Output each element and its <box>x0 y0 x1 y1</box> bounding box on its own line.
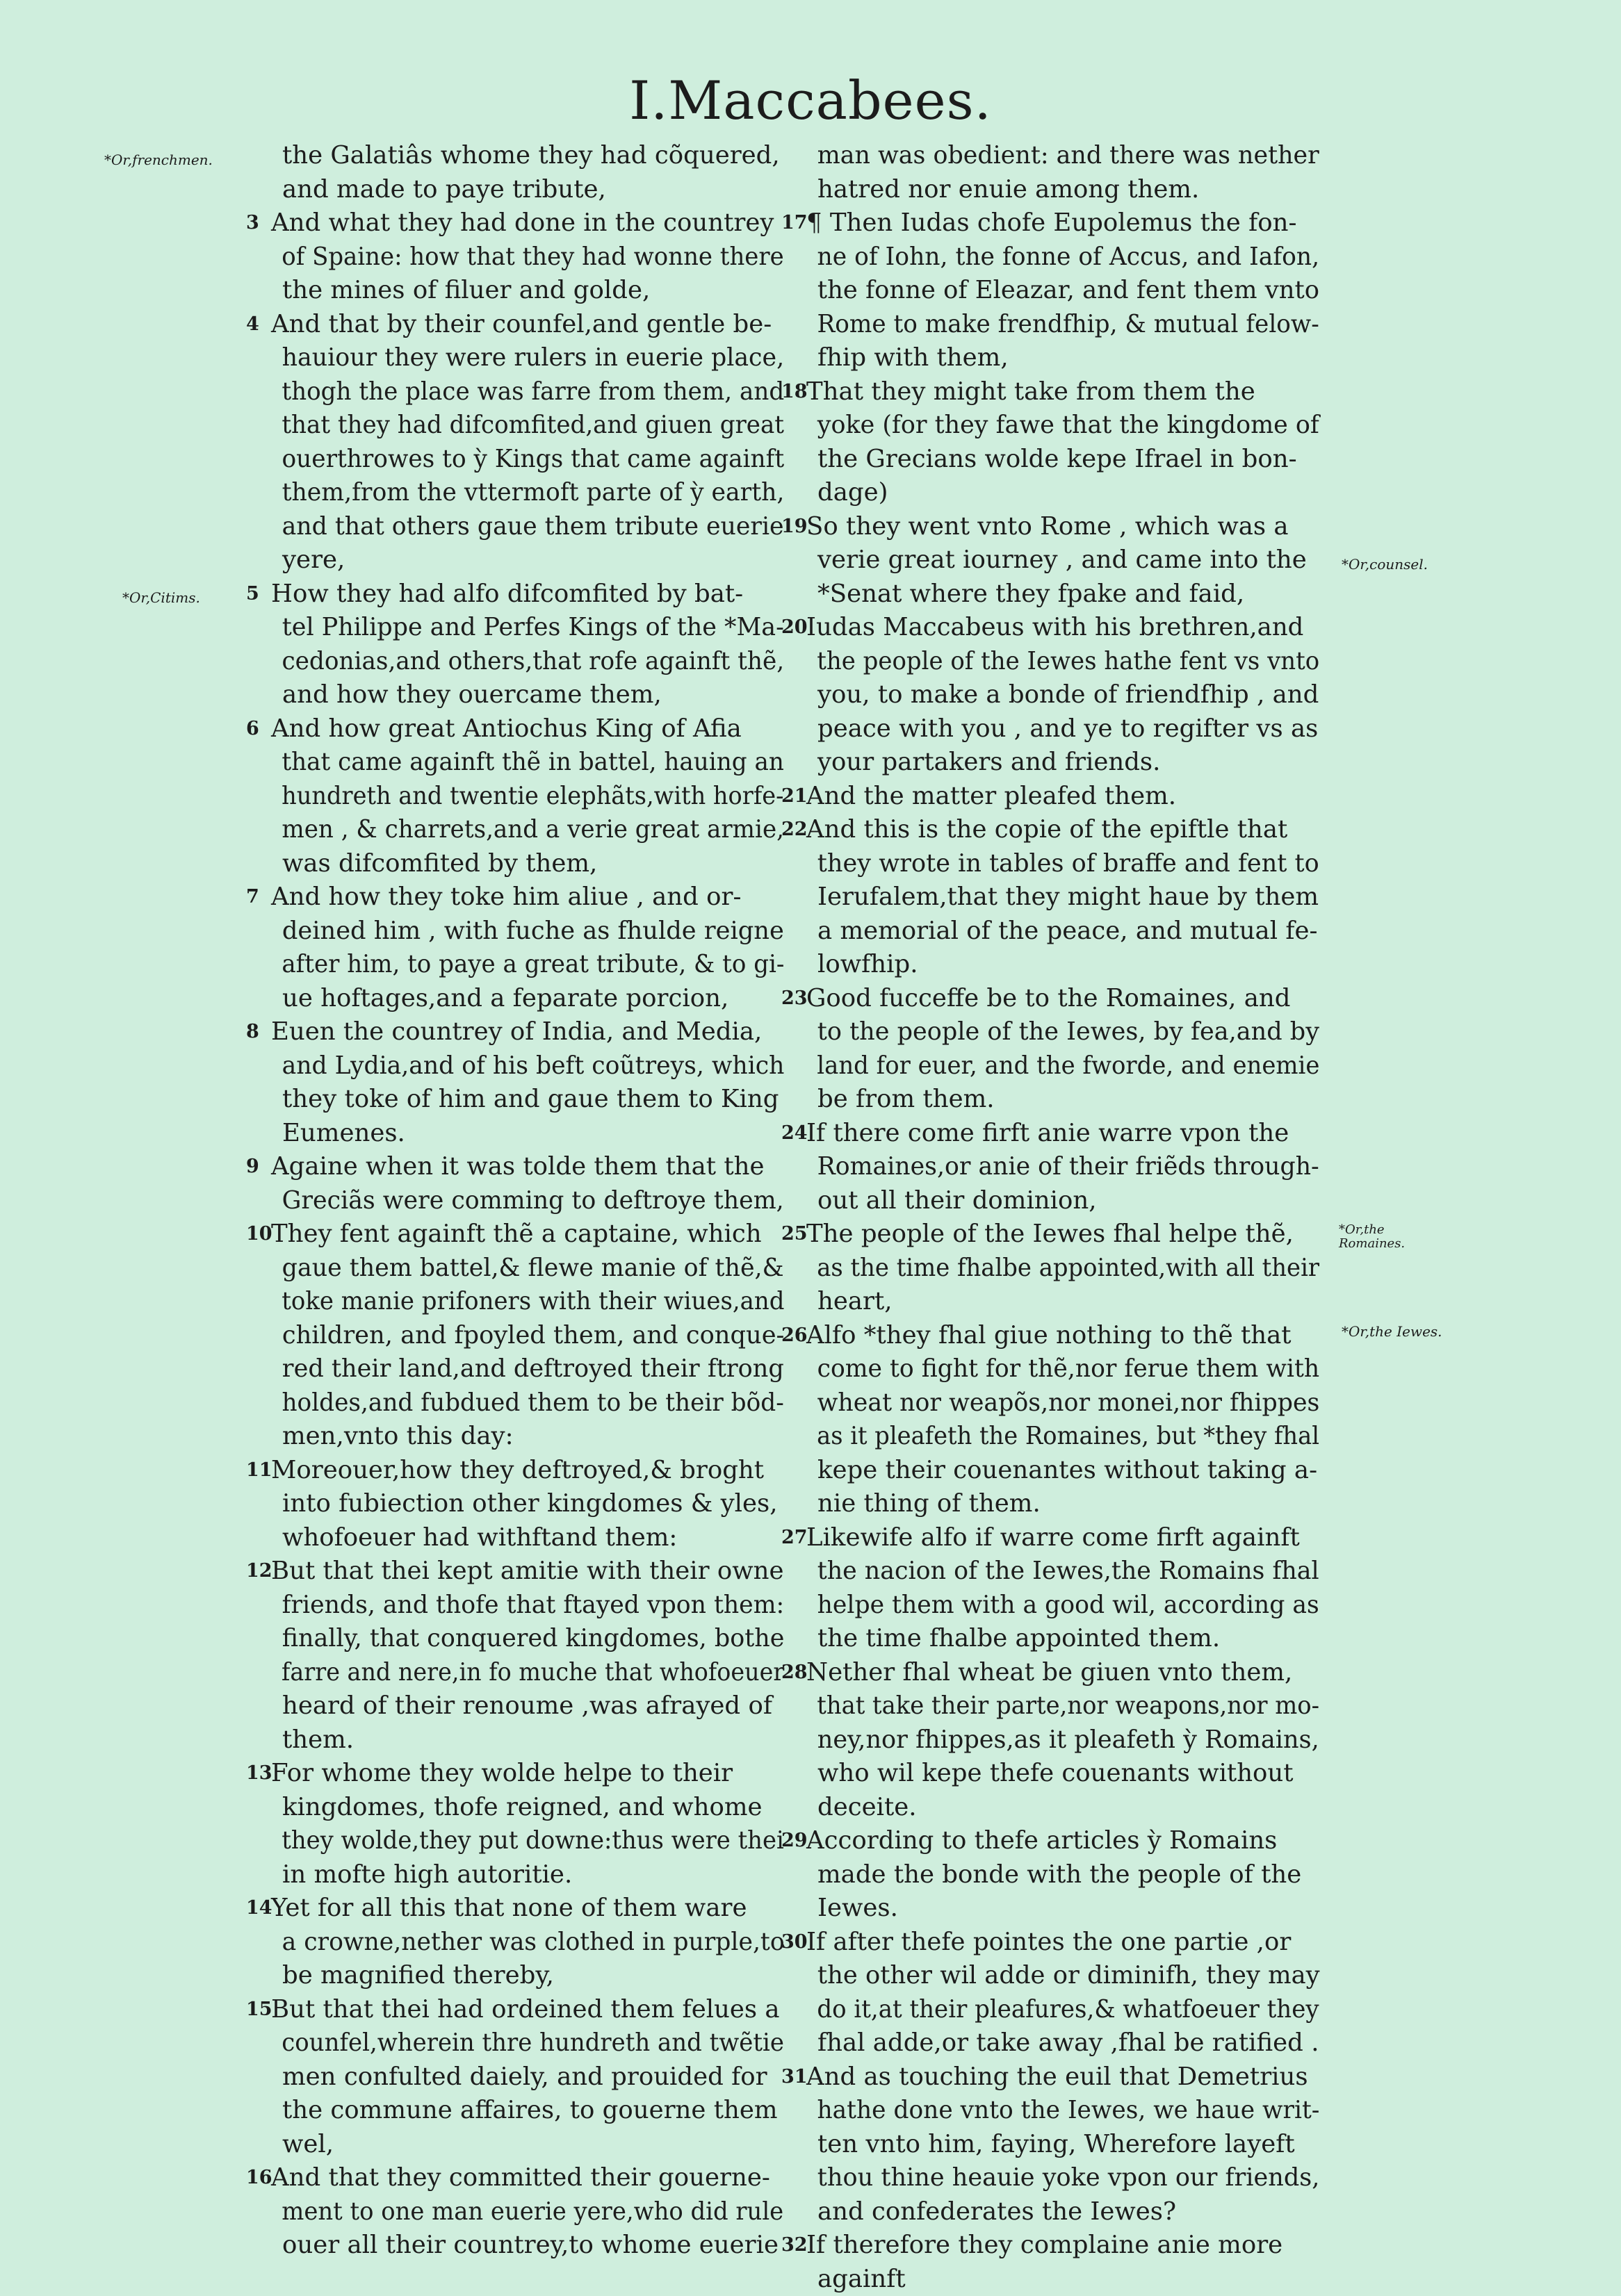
text-line <box>806 1622 1335 1656</box>
line-text: Iewes. <box>806 1892 898 1926</box>
line-text: And that they committed their gouerne- <box>271 2161 770 2195</box>
line-text: the fonne of Eleazar, and fent them vnto <box>806 274 1319 308</box>
line-text: finally, that conquered kingdomes, bothe <box>271 1622 784 1656</box>
text-line <box>806 510 1335 544</box>
text-line <box>806 1454 1335 1488</box>
line-text: that they had difcomfited,and giuen great <box>271 409 784 443</box>
line-text: they wrote in tables of braffe and fent to <box>806 847 1319 881</box>
line-text: ue hoftages,and a feparate porcion, <box>271 982 728 1016</box>
line-text: and confederates the Iewes? <box>806 2195 1176 2229</box>
text-line <box>806 2060 1335 2094</box>
text-line <box>271 308 799 342</box>
text-line <box>806 1656 1335 1690</box>
text-line <box>806 1420 1335 1454</box>
text-line <box>806 543 1335 577</box>
text-line <box>271 915 799 949</box>
text-line <box>806 1689 1335 1723</box>
line-text: land for euer, and the fworde, and enemie <box>806 1049 1319 1083</box>
line-text: the Grecians wolde kepe Ifrael in bon- <box>806 443 1297 477</box>
text-line <box>806 982 1335 1016</box>
line-text: the nacion of the Iewes,the Romains fhal <box>806 1555 1319 1589</box>
text-line <box>271 476 799 510</box>
text-line <box>271 1252 799 1286</box>
line-text: that take their parte,nor weapons,nor mo- <box>806 1689 1319 1723</box>
text-line <box>271 2161 799 2195</box>
text-line <box>806 2263 1335 2296</box>
line-text: was difcomfited by them, <box>271 847 597 881</box>
text-line <box>806 678 1335 712</box>
text-line <box>806 1049 1335 1083</box>
text-line <box>806 240 1335 274</box>
line-text: farre and nere,in fo muche that whofoeuer <box>271 1656 784 1690</box>
right-column <box>806 139 1335 2296</box>
text-line <box>806 746 1335 780</box>
line-text: toke manie prifoners with their wiues,and <box>271 1285 784 1319</box>
text-line <box>271 1049 799 1083</box>
line-text: fhip with them, <box>806 341 1009 375</box>
verse-number: 32 <box>781 2229 805 2263</box>
verse-number: 7 <box>246 880 270 915</box>
line-text: nie thing of them. <box>806 1487 1041 1521</box>
text-line <box>271 173 799 207</box>
text-line <box>271 678 799 712</box>
text-line <box>271 1858 799 1892</box>
verse-number: 15 <box>246 1993 270 2027</box>
line-text: againft <box>806 2263 906 2296</box>
line-text: For whome they wolde helpe to their <box>271 1757 733 1791</box>
line-text: and how they ouercame them, <box>271 678 662 712</box>
line-text: counfel,wherein thre hundreth and twẽtie <box>271 2026 784 2060</box>
text-line <box>271 206 799 240</box>
text-line <box>806 476 1335 510</box>
line-text: Nether fhal wheat be giuen vnto them, <box>806 1656 1292 1690</box>
line-text: Eumenes. <box>271 1117 405 1151</box>
verse-number: 31 <box>781 2060 805 2094</box>
verse-number: 12 <box>246 1555 270 1589</box>
text-line <box>806 1217 1335 1252</box>
text-line <box>806 948 1335 982</box>
marginal-note: *Or,frenchmen. <box>104 151 213 168</box>
text-line <box>271 1926 799 1960</box>
text-line <box>806 2026 1335 2060</box>
line-text: of Spaine: how that they had wonne there <box>271 240 784 274</box>
text-line <box>271 1487 799 1521</box>
verse-number: 14 <box>246 1892 270 1926</box>
line-text: ten vnto him, faying, Wherefore layeft <box>806 2128 1295 2162</box>
text-line <box>806 880 1335 915</box>
line-text: verie great iourney , and came into the <box>806 543 1307 577</box>
line-text: Romaines,or anie of their friẽds through- <box>806 1150 1319 1184</box>
text-line <box>806 1252 1335 1286</box>
line-text: the mines of filuer and golde, <box>271 274 650 308</box>
text-line <box>806 341 1335 375</box>
text-line <box>271 948 799 982</box>
text-line <box>806 173 1335 207</box>
line-text: come to fight for thẽ,nor ferue them with <box>806 1352 1319 1386</box>
text-line <box>806 1117 1335 1151</box>
line-text: who wil kepe thefe couenants without <box>806 1757 1294 1791</box>
text-line <box>271 375 799 409</box>
line-text: be from them. <box>806 1083 995 1117</box>
text-line <box>806 2195 1335 2229</box>
text-line <box>271 1555 799 1589</box>
text-line <box>806 2229 1335 2263</box>
text-line <box>806 206 1335 240</box>
verse-number: 18 <box>781 375 805 409</box>
text-line <box>271 1824 799 1858</box>
line-text: The people of the Iewes fhal helpe thẽ, <box>806 1217 1294 1252</box>
text-line <box>806 2094 1335 2128</box>
line-text: made the bonde with the people of the <box>806 1858 1301 1892</box>
text-line <box>271 1217 799 1252</box>
text-line <box>806 375 1335 409</box>
text-line <box>271 780 799 814</box>
text-line <box>806 409 1335 443</box>
verse-number: 28 <box>781 1656 805 1690</box>
verse-number: 22 <box>781 813 805 847</box>
line-text: And that by their counfel,and gentle be- <box>271 308 772 342</box>
text-line <box>806 1757 1335 1791</box>
line-text: ouerthrowes to ỳ Kings that came againft <box>271 443 784 477</box>
text-line <box>806 1319 1335 1353</box>
line-text: kingdomes, thofe reigned, and whome <box>271 1791 763 1825</box>
text-line <box>271 1723 799 1757</box>
verse-number: 17 <box>781 206 805 240</box>
text-line <box>271 443 799 477</box>
line-text: heard of their renoume ,was afrayed of <box>271 1689 772 1723</box>
text-line <box>271 1656 799 1690</box>
line-text: the time fhalbe appointed them. <box>806 1622 1220 1656</box>
line-text: in mofte high autoritie. <box>271 1858 572 1892</box>
line-text: Likewife alfo if warre come firft againft <box>806 1521 1300 1555</box>
text-line <box>806 274 1335 308</box>
text-line <box>271 1689 799 1723</box>
text-line <box>271 1959 799 1993</box>
text-line <box>271 1117 799 1151</box>
line-text: deined him , with fuche as fhulde reigne <box>271 915 784 949</box>
text-line <box>806 1521 1335 1555</box>
text-line <box>271 274 799 308</box>
line-text: Iudas Maccabeus with his brethren,and <box>806 611 1303 645</box>
line-text: to the people of the Iewes, by fea,and by <box>806 1015 1319 1049</box>
line-text: kepe their couenantes without taking a- <box>806 1454 1317 1488</box>
line-text: ouer all their countrey,to whome euerie <box>271 2229 779 2263</box>
text-line <box>806 1285 1335 1319</box>
line-text: and made to paye tribute, <box>271 173 606 207</box>
line-text: they wolde,they put downe:thus were thei <box>271 1824 784 1858</box>
line-text: helpe them with a good wil, according as <box>806 1589 1319 1623</box>
verse-number: 8 <box>246 1015 270 1049</box>
text-line <box>806 813 1335 847</box>
line-text: holdes,and fubdued them to be their bõd- <box>271 1386 784 1420</box>
text-line <box>271 1083 799 1117</box>
line-text: do it,at their pleafures,& whatfoeuer they <box>806 1993 1319 2027</box>
text-line <box>806 1352 1335 1386</box>
verse-number: 4 <box>246 308 270 342</box>
text-line <box>271 1386 799 1420</box>
text-line <box>806 1555 1335 1589</box>
text-line <box>806 847 1335 881</box>
text-line <box>806 1858 1335 1892</box>
verse-number: 27 <box>781 1521 805 1555</box>
verse-number: 30 <box>781 1926 805 1960</box>
text-line <box>806 1589 1335 1623</box>
verse-number: 16 <box>246 2161 270 2195</box>
line-text: and Lydia,and of his beft coũtreys, which <box>271 1049 784 1083</box>
text-line <box>806 1083 1335 1117</box>
text-line <box>271 1589 799 1623</box>
text-line <box>271 2060 799 2094</box>
text-line <box>271 2128 799 2162</box>
line-text: ney,nor fhippes,as it pleafeth ỳ Romains, <box>806 1723 1319 1757</box>
line-text: Ierufalem,that they might haue by them <box>806 880 1319 915</box>
text-line <box>271 1285 799 1319</box>
text-line <box>806 1015 1335 1049</box>
line-text: them,from the vttermoft parte of ỳ earth, <box>271 476 784 510</box>
line-text: thogh the place was farre from them, and <box>271 375 784 409</box>
line-text: the people of the Iewes hathe fent vs vnto <box>806 645 1319 679</box>
verse-number: 29 <box>781 1824 805 1858</box>
line-text: heart, <box>806 1285 893 1319</box>
line-text: children, and fpoyled them, and conque- <box>271 1319 784 1353</box>
text-line <box>806 645 1335 679</box>
marginal-note: *Or,counsel. <box>1342 556 1428 573</box>
line-text: be magnified thereby, <box>271 1959 554 1993</box>
verse-number: 21 <box>781 780 805 814</box>
text-line <box>271 543 799 577</box>
line-text: But that thei had ordeined them felues a <box>271 1993 780 2027</box>
verse-number: 5 <box>246 577 270 612</box>
text-line <box>806 139 1335 173</box>
line-text: red their land,and deftroyed their ftrong <box>271 1352 784 1386</box>
text-line <box>271 611 799 645</box>
line-text: the commune affaires, to gouerne them <box>271 2094 778 2128</box>
line-text: And this is the copie of the epiftle that <box>806 813 1287 847</box>
line-text: yere, <box>271 543 345 577</box>
line-text: man was obedient: and there was nether <box>806 139 1319 173</box>
verse-number: 6 <box>246 712 270 746</box>
line-text: If therefore they complaine anie more <box>806 2229 1282 2263</box>
line-text: fhal adde,or take away ,fhal be ratified . <box>806 2026 1319 2060</box>
line-text: they toke of him and gaue them to King <box>271 1083 779 1117</box>
line-text: ne of Iohn, the fonne of Accus, and Iafon, <box>806 240 1319 274</box>
line-text: yoke (for they fawe that the kingdome of <box>806 409 1319 443</box>
line-text: deceite. <box>806 1791 917 1825</box>
verse-number: 24 <box>781 1117 805 1151</box>
text-line <box>806 1824 1335 1858</box>
line-text: And as touching the euil that Demetrius <box>806 2060 1308 2094</box>
line-text: hauiour they were rulers in euerie place, <box>271 341 784 375</box>
text-line <box>271 847 799 881</box>
line-text: And how they toke him aliue , and or- <box>271 880 741 915</box>
text-line <box>271 645 799 679</box>
text-line <box>806 1184 1335 1218</box>
text-line <box>271 2195 799 2229</box>
line-text: gaue them battel,& flewe manie of thẽ,& <box>271 1252 784 1286</box>
text-line <box>271 577 799 612</box>
text-line <box>271 982 799 1016</box>
text-line <box>806 1150 1335 1184</box>
line-text: tel Philippe and Perfes Kings of the *Ma- <box>271 611 784 645</box>
text-line <box>271 2229 799 2263</box>
text-line <box>271 341 799 375</box>
marginal-note: *Or,Citims. <box>122 589 200 606</box>
text-line <box>271 1184 799 1218</box>
text-line <box>806 780 1335 814</box>
verse-number: 23 <box>781 982 805 1016</box>
line-text: thou thine heauie yoke vpon our friends, <box>806 2161 1319 2195</box>
line-text: you, to make a bonde of friendfhip , and <box>806 678 1319 712</box>
verse-number: 13 <box>246 1757 270 1791</box>
text-line <box>271 1622 799 1656</box>
line-text: hundreth and twentie elephãts,with horfe- <box>271 780 783 814</box>
line-text: So they went vnto Rome , which was a <box>806 510 1289 544</box>
text-line <box>806 1926 1335 1960</box>
line-text: cedonias,and others,that rofe againft thẽ, <box>271 645 784 679</box>
line-text: out all their dominion, <box>806 1184 1097 1218</box>
text-line <box>271 1892 799 1926</box>
line-text: Moreouer,how they deftroyed,& broght <box>271 1454 764 1488</box>
line-text: the Galatiâs whome they had cõquered, <box>271 139 780 173</box>
line-text: a crowne,nether was clothed in purple,to <box>271 1926 785 1960</box>
verse-number: 20 <box>781 611 805 645</box>
text-line <box>271 1150 799 1184</box>
text-line <box>806 1487 1335 1521</box>
text-line <box>271 139 799 173</box>
line-text: ment to one man euerie yere,who did rule <box>271 2195 783 2229</box>
text-line <box>806 1386 1335 1420</box>
line-text: Alfo *they fhal giue nothing to thẽ that <box>806 1319 1292 1353</box>
text-line <box>271 510 799 544</box>
line-text: That they might take from them the <box>806 375 1255 409</box>
text-line <box>271 813 799 847</box>
line-text: lowfhip. <box>806 948 918 982</box>
line-text: that came againft thẽ in battel, hauing an <box>271 746 784 780</box>
line-text: and that others gaue them tribute euerie <box>271 510 784 544</box>
line-text: *Senat where they fpake and faid, <box>806 577 1244 612</box>
text-line <box>271 1521 799 1555</box>
verse-number: 25 <box>781 1217 805 1252</box>
text-line <box>271 1757 799 1791</box>
text-line <box>271 1352 799 1386</box>
text-line <box>806 2161 1335 2195</box>
line-text: wheat nor weapõs,nor monei,nor fhippes <box>806 1386 1319 1420</box>
line-text: But that thei kept amitie with their owne <box>271 1555 784 1589</box>
verse-number: 3 <box>246 206 270 240</box>
text-line <box>806 2128 1335 2162</box>
line-text: How they had alfo difcomfited by bat- <box>271 577 743 612</box>
line-text: hathe done vnto the Iewes, we haue writ- <box>806 2094 1319 2128</box>
line-text: Euen the countrey of India, and Media, <box>271 1015 762 1049</box>
text-line <box>806 915 1335 949</box>
line-text: hatred nor enuie among them. <box>806 173 1199 207</box>
text-line <box>271 2026 799 2060</box>
verse-number: 26 <box>781 1319 805 1353</box>
line-text: If after thefe pointes the one partie ,or <box>806 1926 1291 1960</box>
line-text: wel, <box>271 2128 334 2162</box>
line-text: Good fucceffe be to the Romaines, and <box>806 982 1290 1016</box>
left-column <box>271 139 799 2263</box>
text-line <box>271 1420 799 1454</box>
line-text: Againe when it was tolde them that the <box>271 1150 764 1184</box>
line-text: peace with you , and ye to regifter vs as <box>806 712 1318 746</box>
verse-number: 9 <box>246 1150 270 1184</box>
text-line <box>271 712 799 746</box>
verse-number: 10 <box>246 1217 270 1252</box>
line-text: whofoeuer had withftand them: <box>271 1521 677 1555</box>
line-text: as it pleafeth the Romaines, but *they fhal <box>806 1420 1319 1454</box>
text-line <box>271 1319 799 1353</box>
text-line <box>271 880 799 915</box>
line-text: a memorial of the peace, and mutual fe- <box>806 915 1318 949</box>
verse-number: 19 <box>781 510 805 544</box>
text-line <box>271 746 799 780</box>
line-text: as the time fhalbe appointed,with all their <box>806 1252 1319 1286</box>
line-text: They fent againft thẽ a captaine, which <box>271 1217 762 1252</box>
text-line <box>806 308 1335 342</box>
text-line <box>806 1791 1335 1825</box>
line-text: after him, to paye a great tribute, & to gi- <box>271 948 784 982</box>
text-line <box>806 443 1335 477</box>
line-text: into fubiection other kingdomes & yles, <box>271 1487 778 1521</box>
text-line <box>271 2094 799 2128</box>
line-text: And how great Antiochus King of Afia <box>271 712 742 746</box>
marginal-note: *Or,the Iewes. <box>1342 1323 1442 1340</box>
text-line <box>806 1993 1335 2027</box>
text-line <box>806 611 1335 645</box>
marginal-note: *Or,the Romaines. <box>1339 1223 1408 1251</box>
line-text: Yet for all this that none of them ware <box>271 1892 747 1926</box>
text-line <box>806 1892 1335 1926</box>
page-title: I.Maccabees. <box>0 69 1621 131</box>
line-text: dage) <box>806 476 888 510</box>
line-text: And what they had done in the countrey <box>271 206 774 240</box>
text-line <box>271 1993 799 2027</box>
text-line <box>271 1015 799 1049</box>
line-text: men , & charrets,and a verie great armie, <box>271 813 784 847</box>
line-text: Greciãs were comming to deftroye them, <box>271 1184 784 1218</box>
text-line <box>271 1791 799 1825</box>
text-line <box>271 1454 799 1488</box>
line-text: And the matter pleafed them. <box>806 780 1176 814</box>
line-text: your partakers and friends. <box>806 746 1160 780</box>
line-text: If there come firft anie warre vpon the <box>806 1117 1289 1151</box>
line-text: Rome to make frendfhip, & mutual felow- <box>806 308 1319 342</box>
line-text: ¶ Then Iudas chofe Eupolemus the fon- <box>806 206 1296 240</box>
line-text: them. <box>271 1723 354 1757</box>
text-line <box>271 240 799 274</box>
line-text: friends, and thofe that ftayed vpon them: <box>271 1589 784 1623</box>
text-line <box>806 712 1335 746</box>
line-text: According to thefe articles ỳ Romains <box>806 1824 1277 1858</box>
text-line <box>806 577 1335 612</box>
text-line <box>806 1723 1335 1757</box>
line-text: men confulted daiely, and prouided for <box>271 2060 767 2094</box>
verse-number: 11 <box>246 1454 270 1488</box>
text-line <box>806 1959 1335 1993</box>
line-text: men,vnto this day: <box>271 1420 514 1454</box>
line-text: the other wil adde or diminifh, they may <box>806 1959 1320 1993</box>
text-line <box>271 409 799 443</box>
